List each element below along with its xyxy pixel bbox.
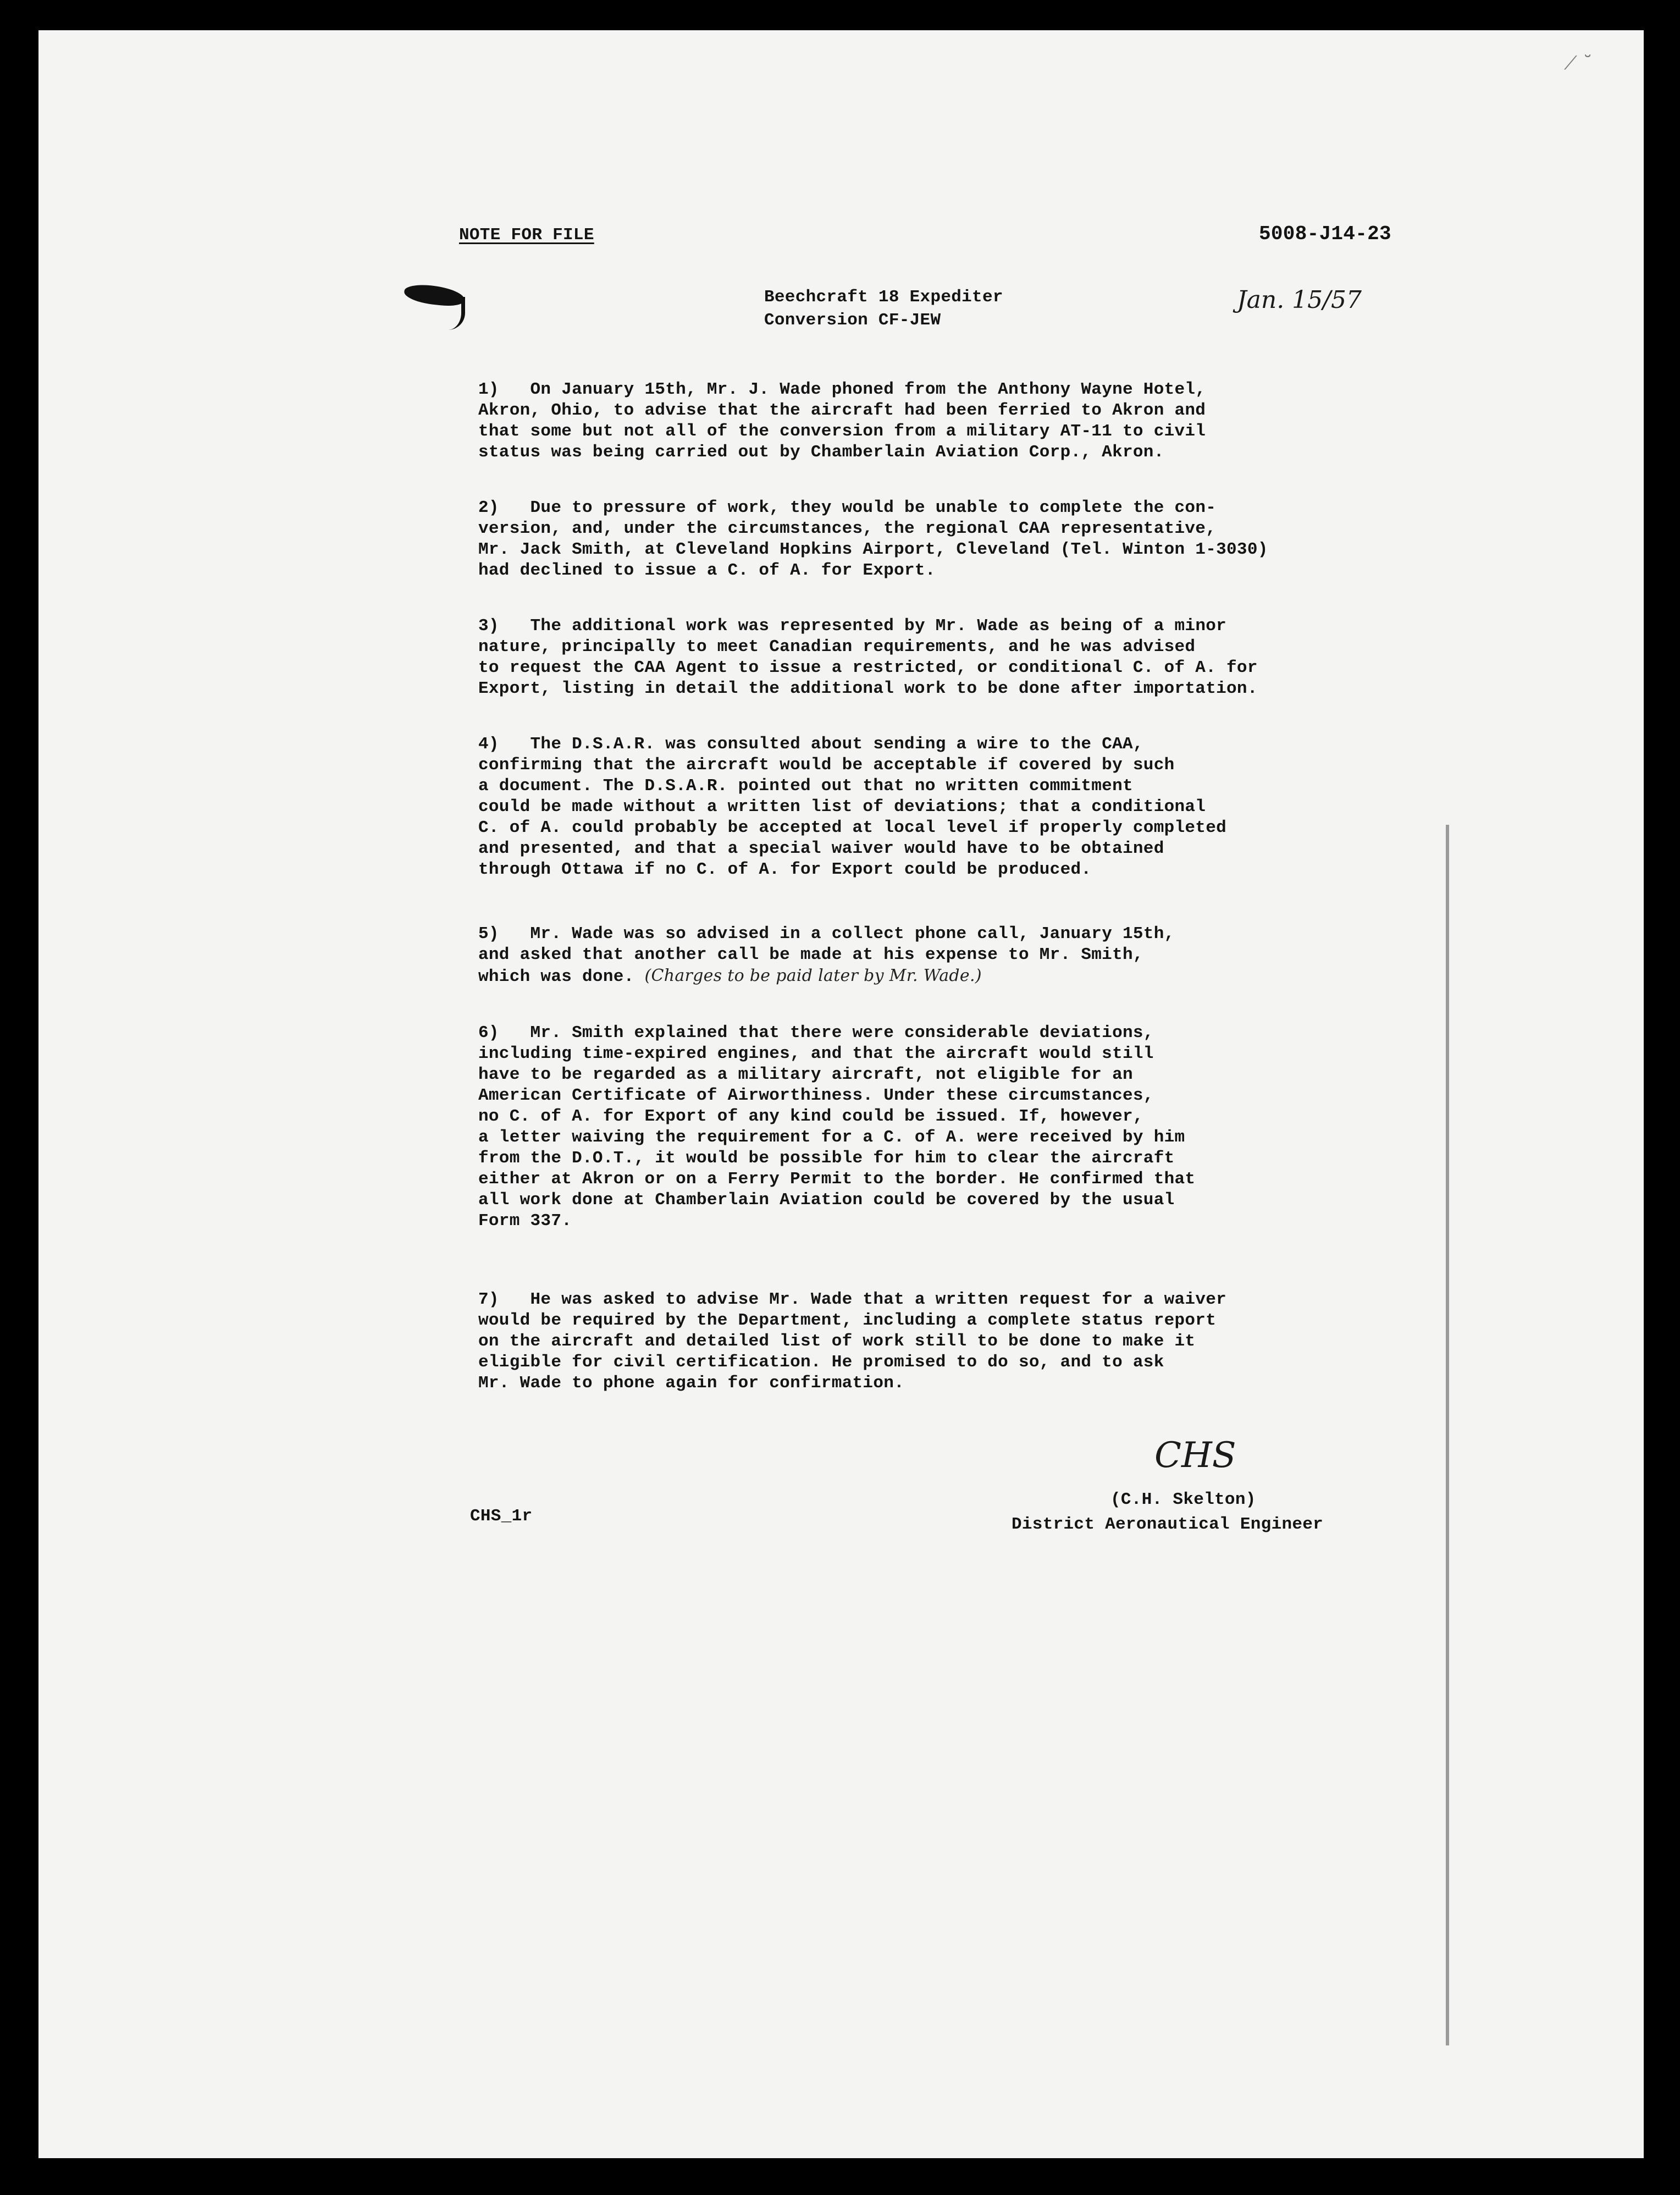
paragraph-line: either at Akron or on a Ferry Permit to the border. He confirmed that — [478, 1170, 1196, 1189]
paragraph-line — [478, 966, 1413, 988]
paragraph-line: could be made without a written list of deviations; that a conditional — [478, 797, 1206, 817]
paragraph-line: including time-expired engines, and that the aircraft would still — [478, 1044, 1154, 1063]
paragraph-number: 2) — [478, 498, 499, 517]
paragraph-text: The additional work was represented by Mr. Wade as being of a minor — [530, 616, 1227, 636]
paragraph-line: that some but not all of the conversion from a military AT-11 to civil — [478, 422, 1206, 441]
paragraph-line — [478, 616, 1413, 637]
paragraph-line: confirming that the aircraft would be acceptable if covered by such — [478, 755, 1175, 775]
paragraph-line: and asked that another call be made at his expense to Mr. Smith, — [478, 945, 1143, 964]
paragraph-line — [478, 1289, 1413, 1310]
paragraph-line: through Ottawa if no C. of A. for Export could be produced. — [478, 860, 1092, 879]
paragraph-line: Mr. Wade to phone again for confirmation. — [478, 1374, 905, 1393]
handwritten-annotation: (Charges to be paid later by Mr. Wade.) — [644, 966, 982, 985]
subject-line-1: Beechcraft 18 Expediter — [764, 288, 1003, 307]
paragraph-number: 1) — [478, 380, 499, 399]
paragraph-2 — [478, 498, 1413, 581]
paragraph-3 — [478, 616, 1413, 699]
reference-initials: CHS_1r — [470, 1507, 533, 1526]
paragraph-line: Mr. Jack Smith, at Cleveland Hopkins Airport, Cleveland (Tel. Winton 1-3030) — [478, 540, 1268, 559]
signatory-name: (C.H. Skelton) — [1110, 1490, 1256, 1509]
paragraph-text: which was done. — [478, 967, 634, 986]
paragraph-line: all work done at Chamberlain Aviation could be covered by the usual — [478, 1190, 1175, 1210]
corner-pencil-mark: ⟋ ˘ — [1564, 52, 1593, 74]
note-for-file-heading: NOTE FOR FILE — [459, 225, 594, 245]
signatory-title: District Aeronautical Engineer — [1012, 1515, 1324, 1534]
paragraph-number: 6) — [478, 1023, 499, 1043]
paragraph-line: version, and, under the circumstances, the regional CAA representative, — [478, 519, 1217, 538]
paragraph-text: Due to pressure of work, they would be unable to complete the con- — [530, 498, 1217, 517]
paragraph-number: 7) — [478, 1290, 499, 1309]
paragraph-line: no C. of A. for Export of any kind could be issued. If, however, — [478, 1107, 1143, 1126]
paragraph-line: C. of A. could probably be accepted at local level if properly completed — [478, 818, 1227, 837]
handwritten-date: Jan. 15/57 — [1237, 286, 1362, 314]
page-edge-line — [1446, 825, 1449, 2045]
paragraph-line: American Certificate of Airworthiness. Under these circumstances, — [478, 1086, 1154, 1105]
subject-block — [764, 286, 1003, 332]
paragraph-line — [478, 379, 1413, 400]
paragraph-line — [478, 1023, 1413, 1044]
paragraph-text: On January 15th, Mr. J. Wade phoned from the Anthony Wayne Hotel, — [530, 380, 1206, 399]
paragraph-number: 4) — [478, 735, 499, 754]
paragraph-line: to request the CAA Agent to issue a restricted, or conditional C. of A. for — [478, 658, 1258, 677]
paragraph-line: Form 337. — [478, 1211, 572, 1231]
paragraph-number: 3) — [478, 616, 499, 636]
paragraph-text: Mr. Smith explained that there were considerable deviations, — [530, 1023, 1154, 1043]
paragraph-line: from the D.O.T., it would be possible for him to clear the aircraft — [478, 1149, 1175, 1168]
paragraph-1 — [478, 379, 1413, 463]
file-number: 5008-J14-23 — [1259, 223, 1391, 245]
paragraph-text: Mr. Wade was so advised in a collect phone call, January 15th, — [530, 924, 1175, 944]
paragraph-line — [478, 498, 1413, 519]
paragraph-line — [478, 734, 1413, 755]
paragraph-line: have to be regarded as a military aircraft, not eligible for an — [478, 1065, 1133, 1084]
paragraph-number: 5) — [478, 924, 499, 944]
paragraph-line: Export, listing in detail the additional work to be done after importation. — [478, 679, 1258, 698]
paragraph-7 — [478, 1289, 1413, 1394]
paragraph-line: would be required by the Department, including a complete status report — [478, 1311, 1217, 1330]
paragraph-line: and presented, and that a special waiver would have to be obtained — [478, 839, 1164, 858]
paragraph-line: had declined to issue a C. of A. for Export. — [478, 561, 936, 580]
paragraph-line: on the aircraft and detailed list of work still to be done to make it — [478, 1332, 1196, 1351]
paragraph-line: a document. The D.S.A.R. pointed out that no written commitment — [478, 776, 1133, 796]
paragraph-text: The D.S.A.R. was consulted about sending a wire to the CAA, — [530, 735, 1143, 754]
paragraph-line: Akron, Ohio, to advise that the aircraft had been ferried to Akron and — [478, 401, 1206, 420]
paragraph-text: He was asked to advise Mr. Wade that a written request for a waiver — [530, 1290, 1227, 1309]
paragraph-5 — [478, 924, 1413, 988]
paragraph-line: a letter waiving the requirement for a C. of A. were received by him — [478, 1128, 1185, 1147]
subject-line-2: Conversion CF-JEW — [764, 311, 941, 330]
paragraph-line — [478, 924, 1413, 945]
paragraph-line: status was being carried out by Chamberlain Aviation Corp., Akron. — [478, 443, 1164, 462]
paragraph-line: nature, principally to meet Canadian requirements, and he was advised — [478, 637, 1196, 657]
paragraph-6 — [478, 1023, 1413, 1232]
handwritten-initials-signature: CHS — [1154, 1435, 1236, 1476]
paragraph-4 — [478, 734, 1413, 880]
paragraph-line: eligible for civil certification. He promised to do so, and to ask — [478, 1353, 1164, 1372]
